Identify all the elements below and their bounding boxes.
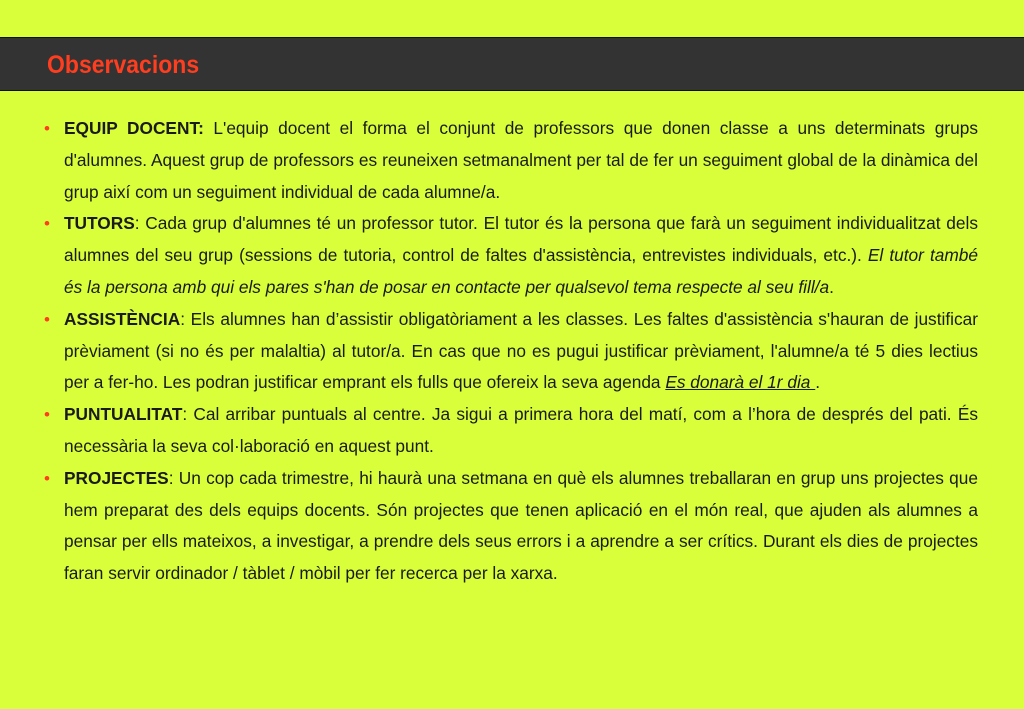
item-italic-text: El tutor també és la persona amb qui els pares s'han de posar en contacte per qualsevol tema respecte al seu fill/a bbox=[64, 245, 979, 297]
item-tail: . bbox=[829, 276, 834, 297]
item-text: : Cal arribar puntuals al centre. Ja sigui a primera hora del matí, com a l’hora de després del pati. És necessària la seva col·laboració en aquest punt. bbox=[64, 404, 978, 456]
bullet-icon: • bbox=[44, 119, 50, 138]
item-term: PROJECTES bbox=[64, 467, 169, 488]
item-term: PUNTUALITAT bbox=[64, 404, 183, 425]
bullet-icon: • bbox=[44, 405, 50, 425]
item-term: EQUIP DOCENT: bbox=[64, 118, 204, 138]
list-item-equip-docent bbox=[44, 113, 978, 208]
bullet-icon: • bbox=[44, 214, 50, 234]
list-item-projectes bbox=[44, 463, 978, 590]
list-item-tutors bbox=[44, 208, 978, 303]
page-title: Observacions bbox=[47, 51, 200, 79]
item-text: : Cada grup d'alumnes té un professor tutor. El tutor és la persona que farà un seguiment individualitzat dels alumnes del seu grup (sessions de tutoria, control de faltes d'assistència, entrevistes individuals, etc.). bbox=[64, 213, 978, 266]
title-bar bbox=[0, 37, 1024, 91]
item-italic-underlined-text: Es donarà el 1r dia bbox=[665, 372, 816, 393]
item-text: : Els alumnes han d’assistir obligatòriament a les classes. Les faltes d'assistència s'hauran de justificar prèviament (si no és per malaltia) al tutor/a. En cas que no es pugui justificar prèviament, l'alumne/a té 5 dies lectius per a fer-ho. Les podran justificar emprant els fulls que ofereix la seva agenda bbox=[64, 308, 978, 393]
bullet-icon: • bbox=[44, 309, 50, 329]
item-text: : Un cop cada trimestre, hi haurà una setmana en què els alumnes treballaran en grup uns projectes que hem preparat des dels equips docents. Són projectes que tenen aplicació en el món real, que ajuden als alumnes a pensar per ells mateixos, a investigar, a prendre dels seus errors i a aprendre a ser crítics. Durant els dies de projectes faran servir ordinador / tàblet / mòbil per fer recerca per la xarxa. bbox=[64, 467, 978, 584]
observations-list bbox=[44, 113, 978, 590]
bullet-icon: • bbox=[44, 468, 50, 488]
item-tail: . bbox=[815, 372, 821, 393]
item-term: TUTORS bbox=[64, 213, 135, 234]
item-term: ASSISTÈNCIA bbox=[64, 308, 181, 329]
list-item-assistencia bbox=[44, 304, 978, 399]
item-text: L'equip docent el forma el conjunt de professors que donen classe a uns determinats grups d'alumnes. Aquest grup de professors es reuneixen setmanalment per tal de fer un seguiment global de la dinàmica del grup així com un seguiment individual de cada alumne/a. bbox=[64, 118, 978, 202]
list-item-puntualitat bbox=[44, 399, 978, 463]
